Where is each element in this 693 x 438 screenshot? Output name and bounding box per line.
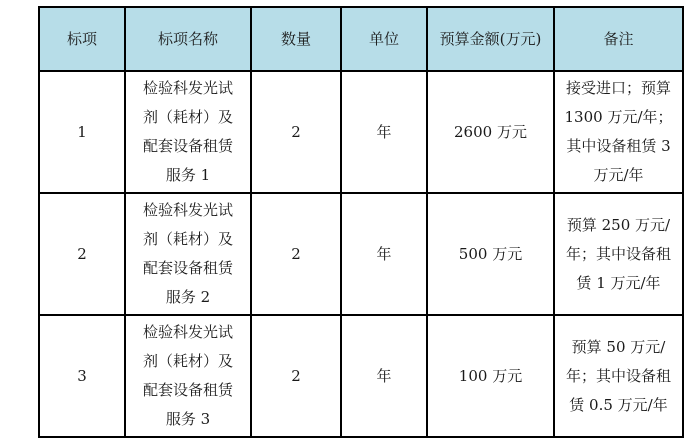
document-page [38, 6, 684, 438]
cell-remark: 预算 50 万元/年；其中设备租赁 0.5 万元/年 [554, 315, 683, 437]
cell-qty: 2 [251, 193, 341, 315]
table-row [39, 193, 683, 315]
cell-unit: 年 [341, 193, 427, 315]
column-header-budget: 预算金额(万元) [427, 7, 554, 71]
cell-unit: 年 [341, 71, 427, 193]
column-header-remark: 备注 [554, 7, 683, 71]
cell-qty: 2 [251, 71, 341, 193]
cell-budget: 500 万元 [427, 193, 554, 315]
procurement-lots-table [38, 6, 684, 438]
cell-remark: 接受进口；预算 1300 万元/年；其中设备租赁 3 万元/年 [554, 71, 683, 193]
cell-item: 1 [39, 71, 125, 193]
header-row [39, 7, 683, 71]
cell-budget: 2600 万元 [427, 71, 554, 193]
cell-unit: 年 [341, 315, 427, 437]
cell-name: 检验科发光试剂（耗材）及配套设备租赁服务 1 [125, 71, 251, 193]
table-row [39, 71, 683, 193]
column-header-item: 标项 [39, 7, 125, 71]
cell-name: 检验科发光试剂（耗材）及配套设备租赁服务 2 [125, 193, 251, 315]
cell-remark: 预算 250 万元/年；其中设备租赁 1 万元/年 [554, 193, 683, 315]
cell-name: 检验科发光试剂（耗材）及配套设备租赁服务 3 [125, 315, 251, 437]
column-header-unit: 单位 [341, 7, 427, 71]
column-header-qty: 数量 [251, 7, 341, 71]
cell-qty: 2 [251, 315, 341, 437]
column-header-name: 标项名称 [125, 7, 251, 71]
table-row [39, 315, 683, 437]
cell-item: 3 [39, 315, 125, 437]
cell-budget: 100 万元 [427, 315, 554, 437]
cell-item: 2 [39, 193, 125, 315]
